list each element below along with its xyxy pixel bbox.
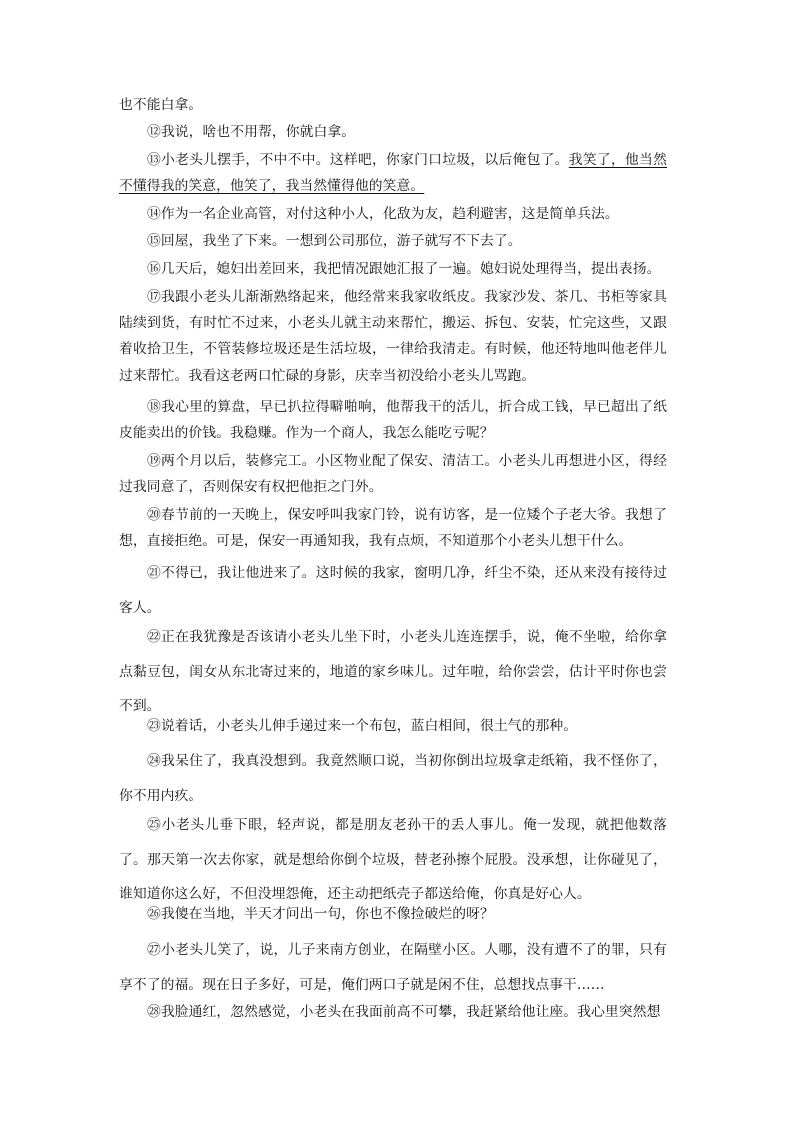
paragraph-24: ㉔我呆住了，我真没想到。我竟然顺口说，当初你倒出垃圾拿走纸箱，我不怪你了，你不用内疚。 bbox=[119, 753, 667, 804]
paragraph-26: ㉖我傻在当地，半天才问出一句，你也不像捡破烂的呀？ bbox=[147, 906, 494, 922]
paragraph-0: 也不能白拿。 bbox=[119, 97, 203, 113]
paragraph-23: ㉓说着话，小老头儿伸手递过来一个布包，蓝白相间，很土气的那种。 bbox=[147, 718, 578, 734]
paragraph-15: ⑮回屋，我坐了下来。一想到公司那位，游子就写不下去了。 bbox=[147, 233, 522, 249]
paragraph-27: ㉗小老头儿笑了，说，儿子来南方创业，在隔壁小区。人哪，没有遭不了的罪，只有享不了的福。现在日子多好，可是，俺们两口子就是闲不住，总想找点事干…… bbox=[119, 942, 667, 993]
paragraph-13 bbox=[119, 147, 667, 199]
paragraph-12: ⑫我说，啥也不用帮，你就白拿。 bbox=[147, 124, 356, 140]
paragraph-22: ㉒正在我犹豫是否该请小老头儿坐下时，小老头儿连连摆手，说，俺不坐啦，给你拿点黏豆包，闺女从东北寄过来的，地道的家乡味儿。过年啦，给你尝尝，估计平时你也尝不到。 bbox=[119, 629, 667, 714]
paragraph-21: ㉑不得已，我让他进来了。这时候的我家，窗明几净，纤尘不染，还从来没有接待过客人。 bbox=[119, 565, 667, 616]
underlined-sentence: 我笑了，他当然不懂得我的笑意，他笑了，我当然懂得他的笑意。 bbox=[119, 152, 667, 195]
paragraph-19: ⑲两个月以后，装修完工。小区物业配了保安、清洁工。小老头儿再想进小区，得经过我同意了，否则保安有权把他拒之门外。 bbox=[119, 453, 667, 496]
paragraph-20: ⑳春节前的一天晚上，保安呼叫我家门铃，说有访客，是一位矮个子老大爷。我想了想，直接拒绝。可是，保安一再通知我，我有点烦，不知道那个小老头儿想干什么。 bbox=[119, 507, 667, 550]
paragraph-25: ㉕小老头儿垂下眼，轻声说，都是朋友老孙干的丢人事儿。俺一发现，就把他数落了。那天第一次去你家，就是想给你倒个垃圾，替老孙擦个屁股。没承想，让你碰见了，谁知道你这么好，不但没埋怨俺，还主动把纸壳子都送给俺，你真是好心人。 bbox=[119, 817, 667, 902]
paragraph-16: ⑯几天后，媳妇出差回来，我把情况跟她汇报了一遍。媳妇说处理得当，提出表扬。 bbox=[147, 261, 661, 277]
paragraph-28: ㉘我脸通红，忽然感觉，小老头在我面前高不可攀，我赶紧给他让座。我心里突然想 bbox=[147, 1004, 661, 1020]
paragraph-14: ⑭作为一名企业高管，对付这种小人，化敌为友，趋利避害，这是简单兵法。 bbox=[147, 206, 619, 222]
paragraph-18: ⑱我心里的算盘，早已扒拉得噼啪响，他帮我干的活儿，折合成工钱，早已超出了纸皮能卖出的价钱。我稳赚。作为一个商人，我怎么能吃亏呢？ bbox=[119, 399, 667, 442]
paragraph-17: ⑰我跟小老头儿渐渐熟络起来，他经常来我家收纸皮。我家沙发、茶几、书柜等家具陆续到货，有时忙不过来，小老头儿就主动来帮忙，搬运、拆包、安装，忙完这些，又跟着收拾卫生，不管装修垃圾还是生活垃圾，一律给我清走。有时候，他还特地叫他老伴儿过来帮忙。我看这老两口忙碌的身影，庆幸当初没给小老头儿骂跑。 bbox=[119, 289, 667, 384]
paragraph-13-text: ⑬小老头儿摆手，不中不中。这样吧，你家门口垃圾，以后俺包了。 bbox=[147, 152, 569, 168]
